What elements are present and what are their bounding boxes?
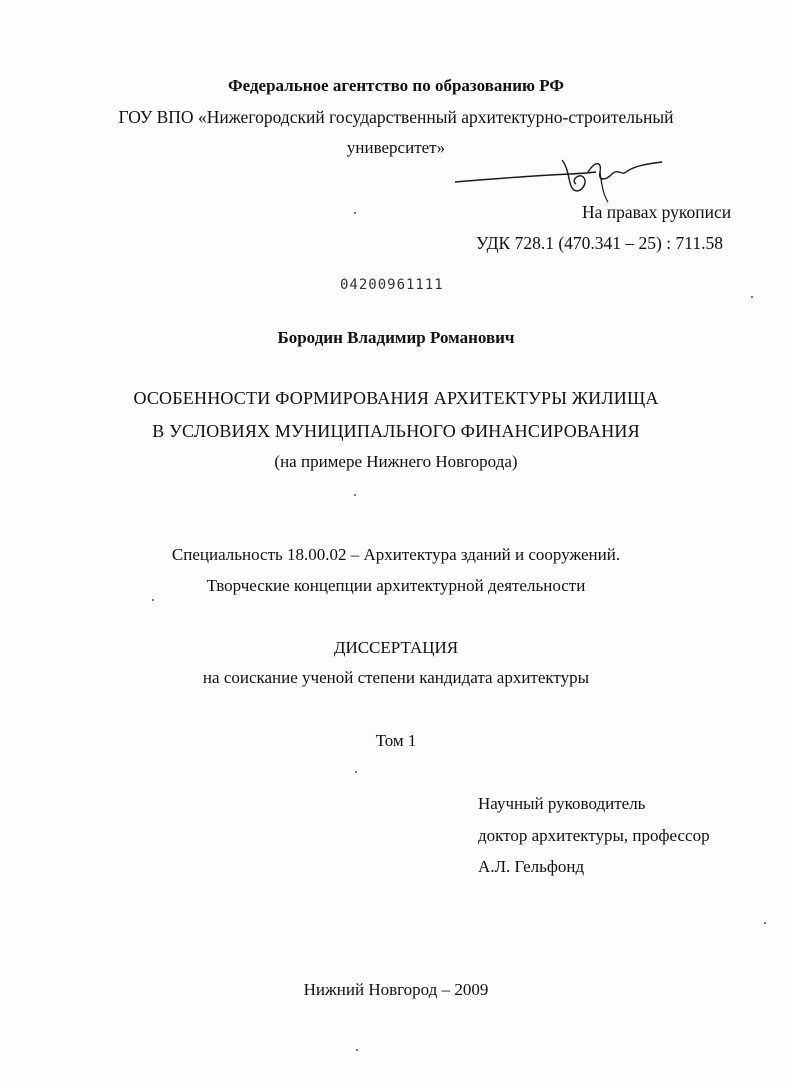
udc-code: УДК 728.1 (470.341 – 25) : 711.58 [476, 233, 723, 253]
handwritten-signature [450, 150, 680, 210]
scan-speck [355, 771, 357, 773]
title-line-1: ОСОБЕННОСТИ ФОРМИРОВАНИЯ АРХИТЕКТУРЫ ЖИЛИЩА [133, 388, 659, 408]
specialty-line-2: Творческие концепции архитектурной деятельности [206, 576, 586, 595]
scan-speck [354, 494, 356, 496]
dissertation-subtitle: на соискание ученой степени кандидата архитектуры [202, 668, 590, 687]
dissertation-heading: ДИССЕРТАЦИЯ [333, 638, 459, 657]
volume-label: Том 1 [375, 731, 417, 750]
scan-speck [354, 212, 356, 214]
university-line-2: университет» [346, 138, 446, 157]
footer-city-year: Нижний Новгород – 2009 [303, 980, 489, 999]
scan-speck [764, 922, 766, 924]
registration-stamp-number: 04200961111 [340, 277, 444, 293]
author-name: Бородин Владимир Романович [277, 328, 515, 347]
scan-speck [152, 599, 154, 601]
supervisor-name: А.Л. Гельфонд [478, 857, 585, 876]
specialty-line-1: Специальность 18.00.02 – Архитектура зданий и сооружений. [171, 545, 621, 564]
scan-speck [356, 1049, 358, 1051]
rights-label: На правах рукописи [582, 202, 732, 222]
university-line-1: ГОУ ВПО «Нижегородский государственный архитектурно-строительный [118, 107, 674, 127]
supervisor-role: Научный руководитель [478, 794, 646, 813]
title-line-2: В УСЛОВИЯХ МУНИЦИПАЛЬНОГО ФИНАНСИРОВАНИЯ [152, 421, 640, 441]
supervisor-degree: доктор архитектуры, профессор [478, 826, 710, 845]
title-line-3: (на примере Нижнего Новгорода) [274, 452, 518, 471]
scan-speck [751, 296, 753, 298]
agency-line: Федеральное агентство по образованию РФ [228, 76, 564, 95]
